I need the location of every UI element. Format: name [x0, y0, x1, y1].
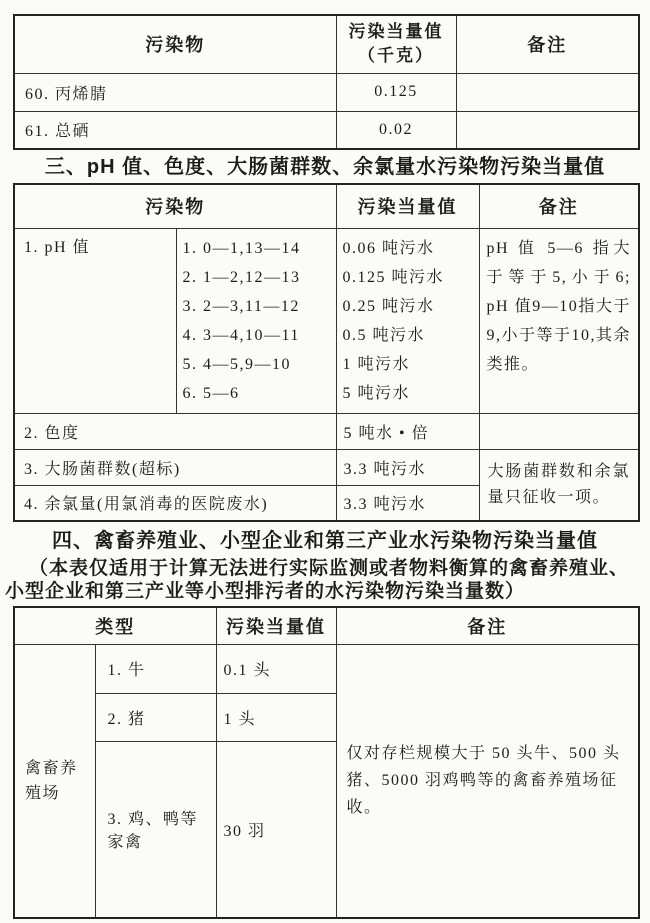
remark-cell — [456, 73, 639, 111]
table-row — [14, 111, 639, 149]
ph-value-item: 0.25 吨污水 — [342, 297, 435, 315]
equivalent-column-header: 污染当量值 — [216, 607, 336, 644]
livestock-small-enterprise-table — [13, 606, 640, 919]
animal-type-cell: 2. 猪 — [95, 693, 216, 741]
remark-cell — [479, 413, 639, 449]
table-header-row — [14, 15, 639, 73]
ph-range-item: 2. 1—2,12—13 — [182, 268, 301, 286]
livestock-remark-cell: 仅对存栏规模大于 50 头牛、500 头猪、5000 羽鸡鸭等的禽畜养殖场征收。 — [336, 644, 639, 918]
ph-remark-cell: pH 值 5—6 指大于等于5,小于6; pH 值9—10指大于 9,小于等于10,其余类推。 — [479, 228, 639, 413]
note-line: （本表仅适用于计算无法进行实际监测或者物料衡算的禽畜养殖业、 — [29, 558, 630, 579]
equivalent-value-cell: 30 羽 — [216, 741, 336, 918]
coliform-row — [14, 449, 639, 485]
merged-remark-cell: 大肠菌群数和余氯量只征收一项。 — [479, 449, 639, 521]
section-4-note — [5, 557, 644, 603]
ph-range-item: 4. 3—4,10—11 — [182, 326, 300, 344]
ph-range-list-cell — [176, 228, 336, 413]
remark-column-header: 备注 — [336, 607, 639, 644]
pollutant-name-cell: 60. 丙烯腈 — [14, 73, 336, 111]
equivalent-value-cell: 3.3 吨污水 — [336, 449, 479, 485]
ph-range-item: 6. 5—6 — [182, 384, 240, 402]
equivalent-value-cell: 0.02 — [336, 111, 456, 149]
section-3-title: 三、pH 值、色度、大肠菌群数、余氯量水污染物污染当量值 — [44, 156, 606, 178]
ph-range-item: 5. 4—5,9—10 — [182, 355, 291, 373]
note-line: 小型企业和第三产业等小型排污者的水污染物污染当量数） — [5, 581, 526, 602]
pollutant-column-header: 污染物 — [14, 15, 336, 73]
pollutant-name-cell: 4. 余氯量(用氯消毒的医院废水) — [14, 485, 336, 521]
equivalent-value-cell: 0.125 — [336, 73, 456, 111]
pollutant-name-cell: 2. 色度 — [14, 413, 336, 449]
ph-range-item: 3. 2—3,11—12 — [182, 297, 300, 315]
equivalent-column-header: 污染当量值 — [336, 184, 479, 228]
equivalent-value-cell: 1 头 — [216, 693, 336, 741]
colority-row — [14, 413, 639, 449]
equivalent-value-cell: 0.1 头 — [216, 644, 336, 693]
table-row — [14, 73, 639, 111]
remark-column-header: 备注 — [479, 184, 639, 228]
section-4-title: 四、禽畜养殖业、小型企业和第三产业水污染物污染当量值 — [52, 530, 598, 552]
equivalent-column-header — [336, 15, 456, 73]
table-header-row — [14, 184, 639, 228]
pollutant-name-cell: 61. 总硒 — [14, 111, 336, 149]
equivalent-header-line2: （千克） — [358, 46, 434, 66]
animal-type-cell: 3. 鸡、鸭等家禽 — [95, 741, 216, 918]
remark-cell — [456, 111, 639, 149]
ph-value-list-cell — [336, 228, 479, 413]
type-column-header: 类型 — [14, 607, 216, 644]
livestock-farm-category-label: 禽畜养殖场 — [25, 759, 78, 802]
animal-type-cell: 1. 牛 — [95, 644, 216, 693]
equivalent-value-cell: 3.3 吨污水 — [336, 485, 479, 521]
ph-name-cell: 1. pH 值 — [14, 228, 176, 413]
pollutant-column-header: 污染物 — [14, 184, 336, 228]
ph-value-item: 1 吨污水 — [342, 355, 411, 373]
remark-column-header: 备注 — [456, 15, 639, 73]
pollutant-equivalent-table — [13, 14, 640, 150]
livestock-farm-category-cell — [14, 644, 95, 918]
ph-value-item: 0.5 吨污水 — [342, 326, 426, 344]
equivalent-header-line1: 污染当量值 — [348, 22, 444, 42]
ph-value-item: 0.06 吨污水 — [342, 239, 435, 257]
ph-value-row — [14, 228, 639, 413]
ph-value-item: 0.125 吨污水 — [342, 268, 445, 286]
cattle-row — [14, 644, 639, 693]
ph-colority-coliform-table — [13, 183, 640, 522]
ph-range-item: 1. 0—1,13—14 — [182, 239, 301, 257]
equivalent-value-cell: 5 吨水 • 倍 — [336, 413, 479, 449]
table-header-row — [14, 607, 639, 644]
pollutant-name-cell: 3. 大肠菌群数(超标) — [14, 449, 336, 485]
ph-value-item: 5 吨污水 — [342, 384, 411, 402]
